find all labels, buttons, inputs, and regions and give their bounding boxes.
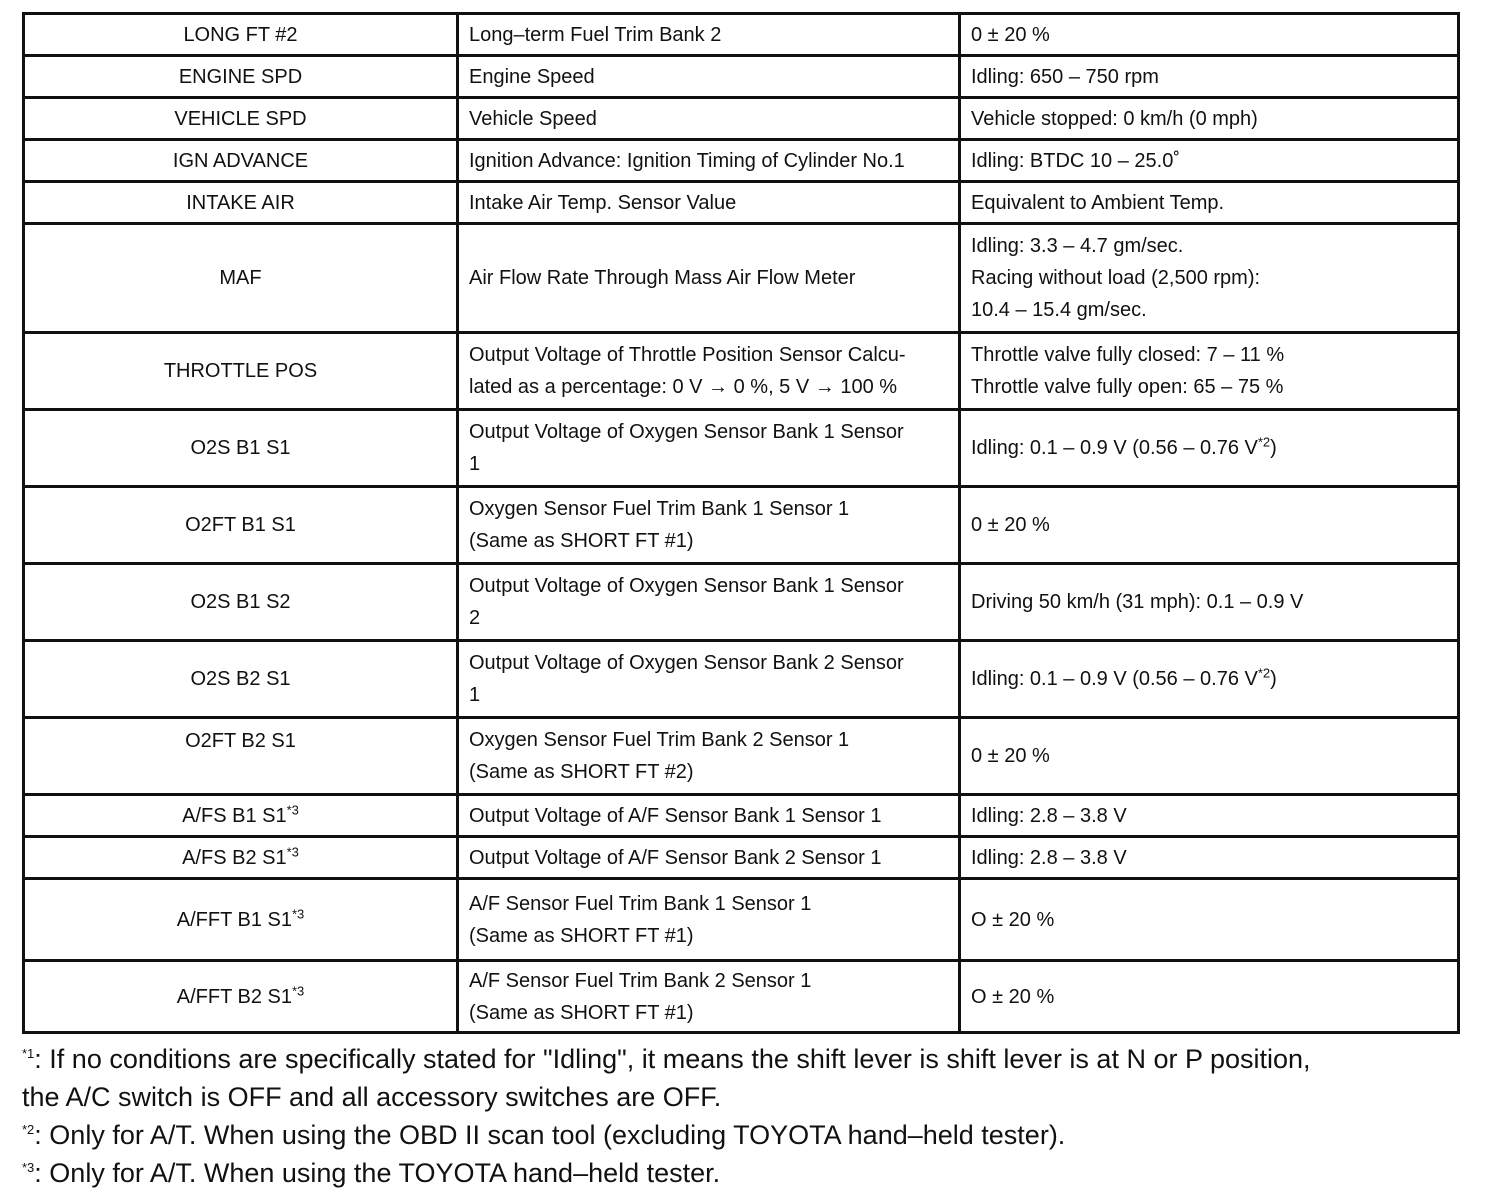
description-line: Output Voltage of A/F Sensor Bank 1 Sensor 1 — [469, 804, 882, 827]
description-line: (Same as SHORT FT #1) — [469, 1001, 694, 1024]
footnote-marker: *3 — [286, 843, 299, 859]
param-cell — [24, 98, 458, 140]
value-line: Driving 50 km/h (31 mph): 0.1 – 0.9 V — [971, 591, 1304, 613]
data-list-table — [22, 12, 1460, 1034]
description-cell — [458, 333, 960, 410]
param-label: O2FT B2 S1 — [185, 730, 296, 752]
description-line: Engine Speed — [469, 65, 595, 88]
value-line: Idling: BTDC 10 – 25.0˚ — [971, 149, 1180, 172]
value-tail: ) — [1270, 437, 1277, 459]
value-line: 0 ± 20 % — [971, 23, 1050, 46]
param-cell — [24, 641, 458, 718]
value-cell — [960, 487, 1459, 564]
footnote-marker: *3 — [291, 982, 305, 998]
description-cell — [458, 564, 960, 641]
value-line: Idling: 2.8 – 3.8 V — [971, 804, 1127, 827]
footnote-marker: *3 — [286, 801, 299, 817]
value-cell — [960, 182, 1459, 224]
description-cell — [458, 56, 960, 98]
value-cell — [960, 56, 1459, 98]
value-cell — [960, 837, 1459, 879]
value-cell — [960, 641, 1459, 718]
table-row — [24, 140, 1459, 182]
description-line: Long–term Fuel Trim Bank 2 — [469, 23, 722, 46]
param-label: A/FFT B2 S1 — [176, 985, 292, 1008]
description-line: (Same as SHORT FT #1) — [469, 530, 694, 552]
param-cell — [24, 718, 458, 795]
param-cell — [24, 224, 458, 333]
value-cell — [960, 718, 1459, 795]
value-line: Vehicle stopped: 0 km/h (0 mph) — [971, 107, 1258, 130]
value-line: Racing without load (2,500 rpm): — [971, 267, 1261, 289]
description-line: (Same as SHORT FT #2) — [469, 761, 694, 783]
table-row — [24, 795, 1459, 837]
footnote-3 — [22, 1154, 1482, 1192]
table-row — [24, 224, 1459, 333]
footnote-2 — [22, 1116, 1482, 1154]
footnote-text: : If no conditions are specifically stated for "Idling", it means the shift lever is shift lever is at N or P position, — [34, 1044, 1311, 1074]
table-row — [24, 961, 1459, 1033]
description-cell — [458, 14, 960, 56]
value-line: 10.4 – 15.4 gm/sec. — [971, 299, 1147, 321]
description-cell — [458, 224, 960, 333]
table-row — [24, 56, 1459, 98]
value-line: O ± 20 % — [971, 908, 1055, 931]
value-cell — [960, 961, 1459, 1033]
description-cell — [458, 795, 960, 837]
param-label: LONG FT #2 — [183, 23, 298, 46]
description-line: Oxygen Sensor Fuel Trim Bank 1 Sensor 1 — [469, 498, 850, 520]
param-label: INTAKE AIR — [186, 191, 295, 214]
footnote-marker: *2 — [1257, 434, 1271, 450]
param-cell — [24, 564, 458, 641]
description-line: Oxygen Sensor Fuel Trim Bank 2 Sensor 1 — [469, 729, 850, 751]
table-row — [24, 14, 1459, 56]
value-line: Idling: 0.1 – 0.9 V (0.56 – 0.76 V — [971, 668, 1258, 690]
footnote-1-continued: the A/C switch is OFF and all accessory switches are OFF. — [22, 1082, 722, 1112]
param-cell — [24, 56, 458, 98]
param-cell — [24, 795, 458, 837]
value-cell — [960, 140, 1459, 182]
param-label: A/FS B1 S1 — [182, 804, 287, 827]
description-line: lated as a percentage: 0 V → 0 %, 5 V → 100 % — [469, 376, 898, 398]
table-row — [24, 333, 1459, 410]
param-label: A/FFT B1 S1 — [176, 908, 292, 931]
param-label: MAF — [219, 267, 262, 289]
description-cell — [458, 961, 960, 1033]
param-cell — [24, 961, 458, 1033]
footnote-mark: *2 — [22, 1122, 35, 1137]
value-line: Equivalent to Ambient Temp. — [971, 191, 1225, 214]
footnotes — [22, 1040, 1482, 1192]
description-line: 2 — [469, 607, 481, 629]
param-label: THROTTLE POS — [163, 360, 318, 382]
table-row — [24, 98, 1459, 140]
description-cell — [458, 641, 960, 718]
param-cell — [24, 333, 458, 410]
value-line: Idling: 2.8 – 3.8 V — [971, 846, 1127, 869]
description-line: Output Voltage of Throttle Position Sensor Calcu- — [469, 344, 906, 366]
param-cell — [24, 487, 458, 564]
value-cell — [960, 98, 1459, 140]
footnote-1 — [22, 1040, 1482, 1078]
footnote-mark: *1 — [22, 1046, 35, 1061]
footnote-text: : Only for A/T. When using the TOYOTA hand–held tester. — [34, 1158, 721, 1188]
table-row — [24, 879, 1459, 961]
value-line: 0 ± 20 % — [971, 514, 1050, 536]
description-cell — [458, 718, 960, 795]
description-line: A/F Sensor Fuel Trim Bank 2 Sensor 1 — [469, 969, 812, 992]
value-cell — [960, 564, 1459, 641]
value-cell — [960, 14, 1459, 56]
description-cell — [458, 837, 960, 879]
description-line: Ignition Advance: Ignition Timing of Cylinder No.1 — [469, 149, 905, 172]
description-cell — [458, 140, 960, 182]
value-line: Idling: 650 – 750 rpm — [971, 65, 1159, 88]
param-label: ENGINE SPD — [178, 65, 303, 88]
description-line: Output Voltage of Oxygen Sensor Bank 1 Sensor — [469, 421, 904, 443]
table-row — [24, 487, 1459, 564]
description-line: Output Voltage of Oxygen Sensor Bank 1 Sensor — [469, 575, 904, 597]
description-line: (Same as SHORT FT #1) — [469, 924, 694, 947]
footnote-marker: *3 — [291, 905, 305, 921]
value-line: Idling: 0.1 – 0.9 V (0.56 – 0.76 V — [971, 437, 1258, 459]
description-cell — [458, 487, 960, 564]
param-label: O2S B2 S1 — [190, 668, 291, 690]
param-label: O2S B1 S2 — [190, 591, 291, 613]
description-line: Air Flow Rate Through Mass Air Flow Meter — [469, 267, 856, 289]
description-line: Vehicle Speed — [469, 107, 597, 130]
table-row — [24, 718, 1459, 795]
param-cell — [24, 879, 458, 961]
value-cell — [960, 795, 1459, 837]
description-line: Intake Air Temp. Sensor Value — [469, 191, 737, 214]
table-row — [24, 564, 1459, 641]
table-row — [24, 182, 1459, 224]
param-cell — [24, 182, 458, 224]
table-row — [24, 410, 1459, 487]
value-line: 0 ± 20 % — [971, 745, 1050, 767]
description-line: A/F Sensor Fuel Trim Bank 1 Sensor 1 — [469, 892, 812, 915]
footnote-marker: *2 — [1257, 665, 1271, 681]
description-line: Output Voltage of Oxygen Sensor Bank 2 Sensor — [469, 652, 904, 674]
value-line: O ± 20 % — [971, 985, 1055, 1008]
description-line: Output Voltage of A/F Sensor Bank 2 Sensor 1 — [469, 846, 882, 869]
value-cell — [960, 224, 1459, 333]
param-cell — [24, 14, 458, 56]
footnote-mark: *3 — [22, 1160, 35, 1175]
param-label: A/FS B2 S1 — [182, 846, 287, 869]
value-line: Throttle valve fully open: 65 – 75 % — [971, 376, 1284, 398]
table-row — [24, 837, 1459, 879]
param-label: O2FT B1 S1 — [185, 514, 296, 536]
description-cell — [458, 182, 960, 224]
table-row — [24, 641, 1459, 718]
param-label: IGN ADVANCE — [172, 149, 309, 172]
param-cell — [24, 837, 458, 879]
value-tail: ) — [1270, 668, 1277, 690]
param-cell — [24, 410, 458, 487]
description-line: 1 — [469, 453, 481, 475]
param-label: VEHICLE SPD — [174, 107, 307, 130]
description-cell — [458, 98, 960, 140]
value-line: Throttle valve fully closed: 7 – 11 % — [971, 344, 1285, 366]
value-cell — [960, 410, 1459, 487]
param-label: O2S B1 S1 — [190, 437, 291, 459]
description-cell — [458, 410, 960, 487]
param-cell — [24, 140, 458, 182]
value-line: Idling: 3.3 – 4.7 gm/sec. — [971, 235, 1184, 257]
table-body — [24, 14, 1459, 1033]
value-cell — [960, 333, 1459, 410]
footnote-text: : Only for A/T. When using the OBD II scan tool (excluding TOYOTA hand–held tester). — [34, 1120, 1066, 1150]
description-cell — [458, 879, 960, 961]
description-line: 1 — [469, 684, 481, 706]
value-cell — [960, 879, 1459, 961]
